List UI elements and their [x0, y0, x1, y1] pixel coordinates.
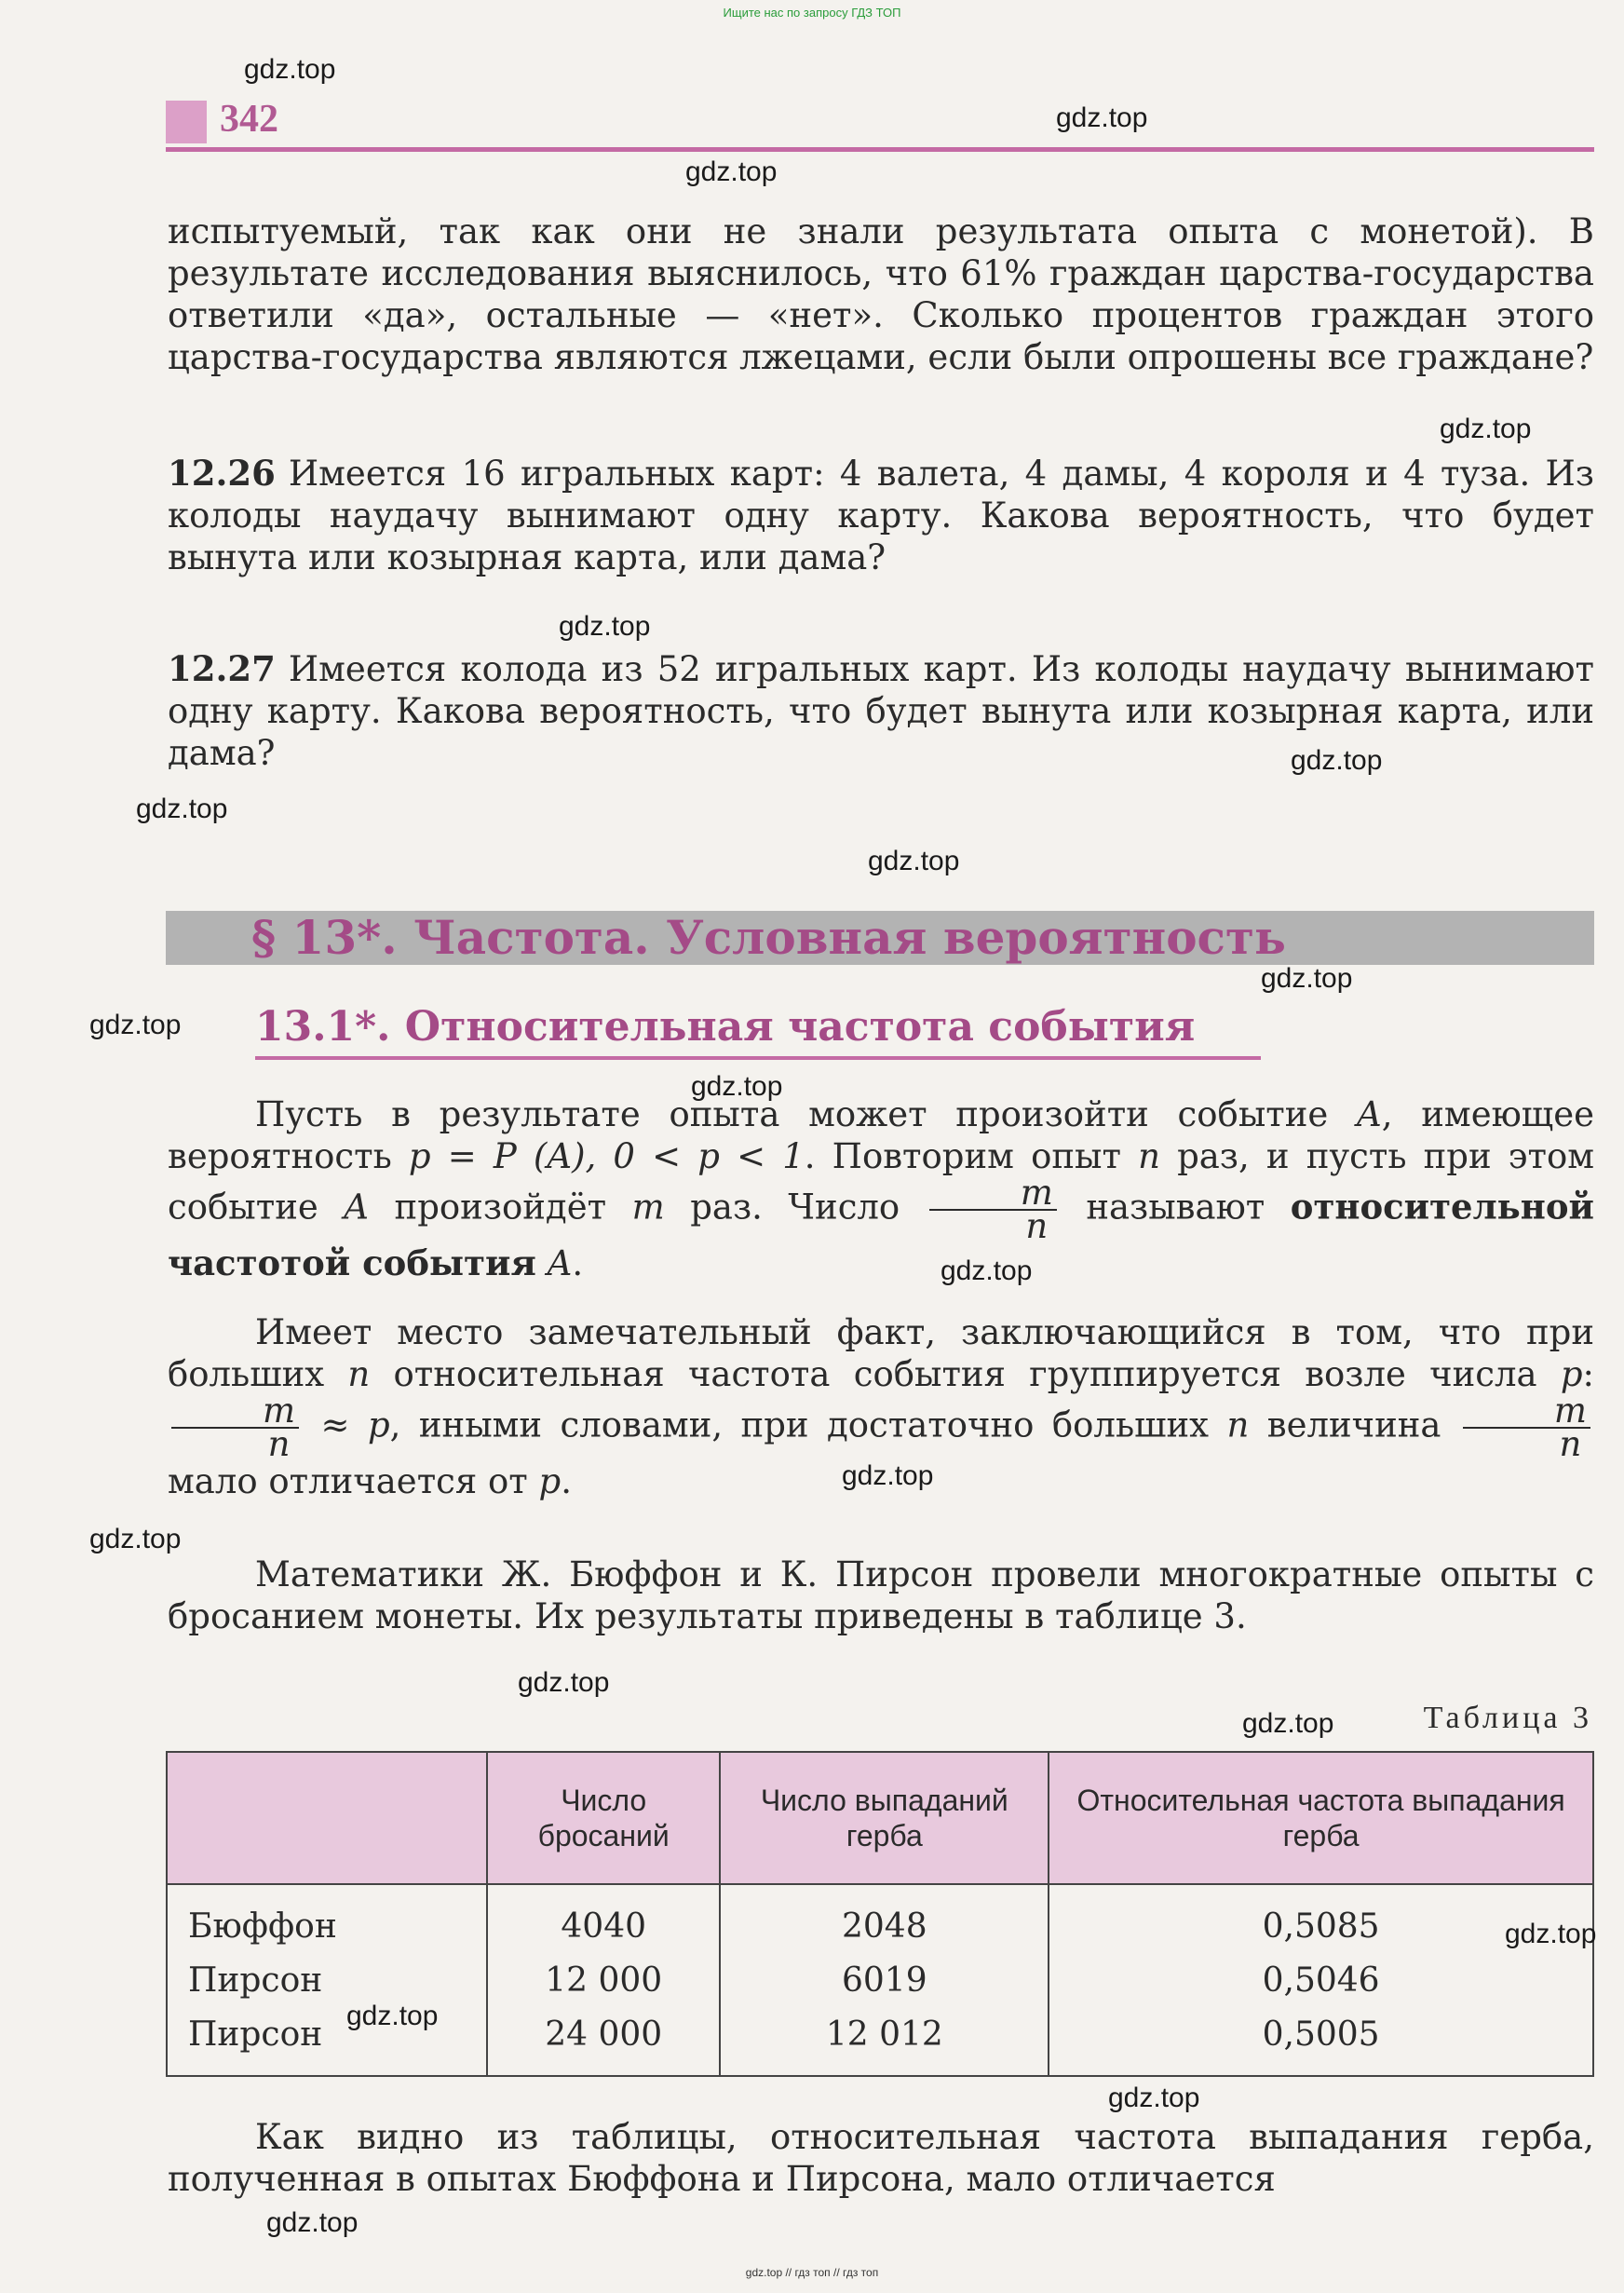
- conclusion-text: Как видно из таблицы, относительная частота выпадания герба, полученная в опытах Бюффона и Пирсона, мало отличается: [168, 2117, 1594, 2199]
- watermark: gdz.top: [941, 1255, 1033, 1286]
- watermark: gdz.top: [691, 1071, 783, 1102]
- experiments-text: Математики Ж. Бюффон и К. Пирсон провели многократные опыты с бросанием монеты. Их результаты приведены в таблице 3.: [168, 1554, 1594, 1636]
- experiments-paragraph: [168, 1554, 1594, 1637]
- watermark: gdz.top: [244, 54, 336, 85]
- page-marker: [166, 101, 207, 143]
- problem-text: Имеется колода из 52 игральных карт. Из колоды наудачу вынимают одну карту. Какова вероятность, что будет вынута или козырная карта, или дама?: [168, 649, 1594, 773]
- table-cell: Пирсон: [167, 1954, 487, 2008]
- watermark: gdz.top: [89, 1524, 182, 1554]
- page-number: 342: [220, 98, 278, 141]
- table-cell: 0,5046: [1049, 1954, 1593, 2008]
- definition-paragraph: Пусть в результате опыта может произойти событие A, имеющее вероятность p = P (A), 0 < p < 1. Повторим опыт n раз, и пусть при этом событие A произойдёт m раз. Число $\frac{m}{n}$ называют относительной частотой события A.: [168, 1094, 1595, 1283]
- table-cell: 4040: [487, 1884, 720, 1954]
- section-title: § 13*. Частота. Условная вероятность: [251, 910, 1286, 965]
- bottom-banner: gdz.top // гдз топ // гдз топ: [745, 2266, 879, 2279]
- table-cell: 12 012: [720, 2008, 1049, 2076]
- table-row: [167, 1884, 1593, 1954]
- watermark: gdz.top: [1505, 1919, 1597, 1949]
- conclusion-paragraph: [168, 2116, 1594, 2200]
- table-cell: 6019: [720, 1954, 1049, 2008]
- intro-paragraph: [168, 210, 1594, 378]
- table-cell: 12 000: [487, 1954, 720, 2008]
- watermark: gdz.top: [1291, 745, 1383, 776]
- table-caption: Таблица 3: [1423, 1701, 1592, 1735]
- table-header: Число выпаданий герба: [720, 1752, 1049, 1884]
- term-relative-frequency: относительной частотой события: [168, 1186, 1594, 1283]
- table-header: Относительная частота выпадания герба: [1049, 1752, 1593, 1884]
- watermark: gdz.top: [1056, 102, 1148, 133]
- header-rule: [166, 147, 1594, 152]
- watermark: gdz.top: [518, 1667, 610, 1698]
- table-cell: Бюффон: [167, 1884, 487, 1954]
- table-cell: 0,5005: [1049, 2008, 1593, 2076]
- table-header: [167, 1752, 487, 1884]
- table-cell: Пирсон: [167, 2008, 487, 2076]
- top-banner: Ищите нас по запросу ГДЗ ТОП: [723, 6, 901, 20]
- watermark: gdz.top: [1261, 963, 1353, 994]
- intro-text: испытуемый, так как они не знали результата опыта с монетой). В результате исследования выяснилось, что 61% граждан царства-государства ответили «да», остальные — «нет». Сколько процентов граждан этого царства-государства являются лжецами, если были опрошены все граждане?: [168, 211, 1594, 377]
- subsection-title: 13.1*. Относительная частота события: [255, 1003, 1196, 1051]
- watermark: gdz.top: [266, 2207, 359, 2238]
- table-cell: 24 000: [487, 2008, 720, 2076]
- problem-number: 12.27: [168, 648, 276, 689]
- problem-12-26: [168, 453, 1594, 578]
- watermark: gdz.top: [1242, 1708, 1334, 1739]
- watermark: gdz.top: [868, 846, 960, 876]
- table-header-row: [167, 1752, 1593, 1884]
- fact-paragraph: Имеет место замечательный факт, заключающийся в том, что при больших n относительная частота события группируется возле числа p: $\frac{m}{n}$ ≈ p, иными словами, при достаточно больших n величина $\frac{m}{n}$ мало отличается от p.: [168, 1312, 1594, 1501]
- watermark: gdz.top: [346, 2001, 439, 2031]
- fraction-m-over-n: $\frac{m}{n}$: [171, 1395, 299, 1460]
- watermark: gdz.top: [1108, 2083, 1200, 2113]
- watermark: gdz.top: [842, 1460, 934, 1491]
- problem-number: 12.26: [168, 453, 276, 494]
- table-cell: 2048: [720, 1884, 1049, 1954]
- watermark: gdz.top: [136, 794, 228, 824]
- table-cell: 0,5085: [1049, 1884, 1593, 1954]
- subsection-rule: [255, 1056, 1261, 1060]
- watermark: gdz.top: [89, 1010, 182, 1040]
- table-header: Число бросаний: [487, 1752, 720, 1884]
- problem-text: Имеется 16 игральных карт: 4 валета, 4 дамы, 4 короля и 4 туза. Из колоды наудачу вынимают одну карту. Какова вероятность, что будет вынута или козырная карта, или дама?: [168, 454, 1594, 577]
- fraction-m-over-n: $\frac{m}{n}$: [1463, 1395, 1590, 1460]
- watermark: gdz.top: [1440, 414, 1532, 444]
- watermark: gdz.top: [685, 156, 778, 187]
- probability-formula: p = P (A), 0 < p < 1: [408, 1136, 805, 1176]
- fraction-m-over-n: $\frac{m}{n}$: [929, 1177, 1057, 1242]
- watermark: gdz.top: [559, 611, 651, 642]
